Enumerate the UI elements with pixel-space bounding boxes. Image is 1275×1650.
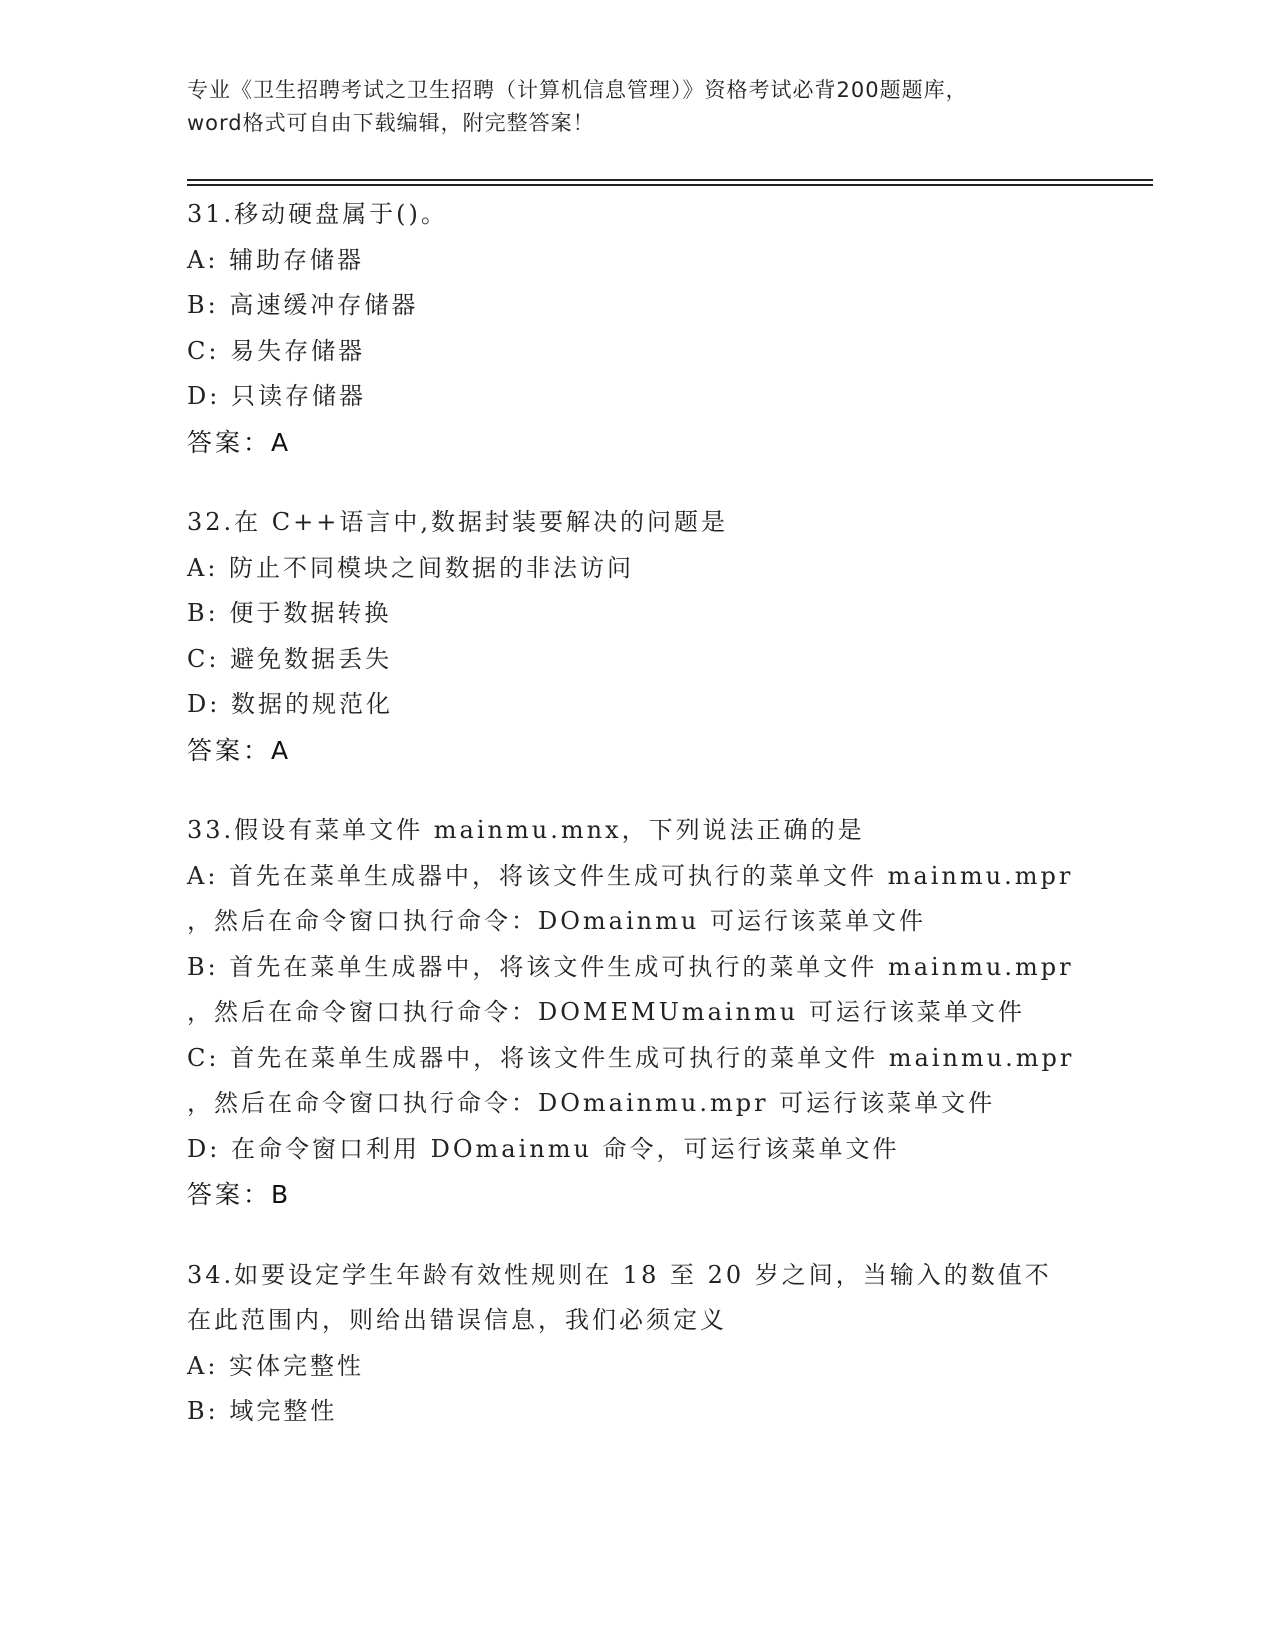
option-line: C: 易失存储器 bbox=[187, 336, 366, 365]
question-stem: 在此范围内，则给出错误信息，我们必须定义 bbox=[187, 1306, 727, 1334]
question-block bbox=[187, 808, 1087, 1218]
option-line: ，然后在命令窗口执行命令：DOmainmu 可运行该菜单文件 bbox=[187, 907, 926, 935]
option-line: A: 防止不同模块之间数据的非法访问 bbox=[187, 553, 635, 582]
header-divider-top bbox=[187, 179, 1153, 181]
question-block bbox=[187, 500, 1087, 773]
answer-line: 答案：B bbox=[187, 1180, 292, 1209]
header-title-line-1: 专业《卫生招聘考试之卫生招聘（计算机信息管理）》资格考试必背200题题库， bbox=[187, 78, 968, 102]
question-block bbox=[187, 192, 1087, 465]
option-line: A: 实体完整性 bbox=[187, 1351, 365, 1380]
option-line: B: 便于数据转换 bbox=[187, 599, 392, 627]
option-line: D: 只读存储器 bbox=[187, 382, 366, 410]
question-stem: 33.假设有菜单文件 mainmu.mnx，下列说法正确的是 bbox=[187, 816, 865, 844]
question-list bbox=[187, 192, 1087, 1470]
question-stem: 34.如要设定学生年龄有效性规则在 18 至 20 岁之间，当输入的数值不 bbox=[187, 1260, 1052, 1289]
answer-line: 答案：A bbox=[187, 735, 292, 765]
question-stem: 31.移动硬盘属于()。 bbox=[187, 200, 448, 228]
option-line: C: 首先在菜单生成器中，将该文件生成可执行的菜单文件 mainmu.mpr bbox=[187, 1043, 1075, 1072]
option-line: B: 首先在菜单生成器中，将该文件生成可执行的菜单文件 mainmu.mpr bbox=[187, 952, 1074, 981]
header-title-line-2: word格式可自由下载编辑，附完整答案！ bbox=[187, 111, 595, 135]
option-line: A: 首先在菜单生成器中，将该文件生成可执行的菜单文件 mainmu.mpr bbox=[187, 861, 1074, 890]
document-header bbox=[187, 74, 1087, 140]
answer-line: 答案：A bbox=[187, 427, 292, 457]
option-line: D: 数据的规范化 bbox=[187, 690, 393, 718]
option-line: B: 高速缓冲存储器 bbox=[187, 291, 419, 319]
question-stem: 32.在 C++语言中,数据封装要解决的问题是 bbox=[187, 508, 729, 536]
option-line: A: 辅助存储器 bbox=[187, 245, 365, 274]
header-divider-bottom bbox=[187, 184, 1153, 186]
option-line: ，然后在命令窗口执行命令：DOmainmu.mpr 可运行该菜单文件 bbox=[187, 1089, 996, 1117]
option-line: D: 在命令窗口利用 DOmainmu 命令，可运行该菜单文件 bbox=[187, 1134, 900, 1163]
option-line: ，然后在命令窗口执行命令：DOMEMUmainmu 可运行该菜单文件 bbox=[187, 998, 1025, 1026]
option-line: B: 域完整性 bbox=[187, 1397, 338, 1425]
question-block bbox=[187, 1253, 1087, 1435]
option-line: C: 避免数据丢失 bbox=[187, 644, 393, 673]
